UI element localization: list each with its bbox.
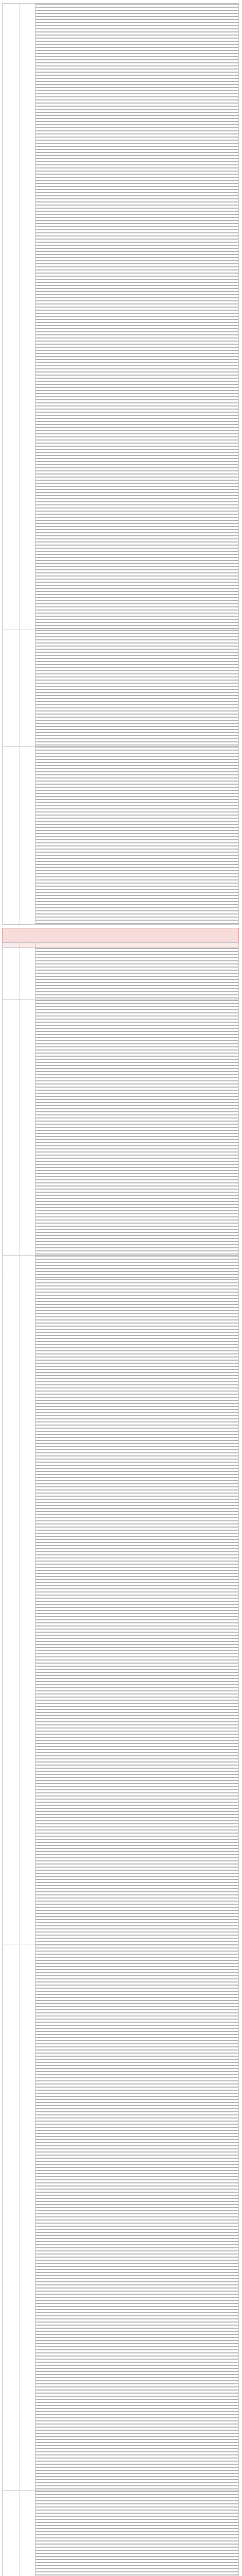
date-label (20, 630, 35, 634)
content-text-block (36, 4, 238, 630)
area-cell (3, 1000, 20, 1256)
content-cell (36, 4, 239, 630)
header-area-cell (3, 943, 20, 948)
content-cell (36, 630, 239, 747)
content-text-block (36, 2491, 238, 2576)
date-cell (20, 1000, 36, 1256)
date-label (20, 1256, 35, 1260)
date-cell (20, 2491, 36, 2576)
area-cell (3, 1256, 20, 1279)
area-cell (3, 4, 20, 630)
area-label (3, 1256, 20, 1260)
content-text-block (36, 747, 238, 924)
table-row (3, 4, 239, 630)
page (2, 3, 239, 2576)
date-label (20, 948, 35, 952)
area-cell (3, 1944, 20, 2491)
table-row (3, 1944, 239, 2491)
part-two-body (3, 943, 239, 2576)
area-label (3, 747, 20, 751)
date-cell (20, 1279, 36, 1944)
content-cell (36, 747, 239, 925)
table-header-row (3, 943, 239, 948)
area-cell (3, 630, 20, 747)
table-row (3, 1000, 239, 1256)
area-label (3, 630, 20, 634)
date-label (20, 2491, 35, 2495)
area-cell (3, 948, 20, 1000)
area-cell (3, 2491, 20, 2576)
content-text-block (36, 1256, 238, 1279)
content-text-block (36, 1279, 238, 1944)
date-label (20, 1000, 35, 1004)
table-row (3, 630, 239, 747)
table-row (3, 1279, 239, 1944)
content-cell (36, 1000, 239, 1256)
content-cell (36, 1279, 239, 1944)
header-content-cell (36, 943, 239, 948)
content-text-block (36, 1000, 238, 1255)
table-row (3, 1256, 239, 1279)
area-label (3, 1279, 20, 1283)
content-cell (36, 2491, 239, 2576)
area-cell (3, 747, 20, 925)
date-cell (20, 1944, 36, 2491)
content-cell (36, 948, 239, 1000)
content-cell (36, 1256, 239, 1279)
date-label (20, 4, 35, 8)
date-cell (20, 1256, 36, 1279)
section-banner (2, 928, 239, 942)
area-label (3, 2491, 20, 2495)
part-one-body (3, 4, 239, 925)
area-label (3, 1000, 20, 1004)
case-table-part-two (2, 942, 239, 2576)
date-cell (20, 747, 36, 925)
content-text-block (36, 948, 238, 999)
header-date-cell (20, 943, 36, 948)
area-label (3, 948, 20, 952)
table-row (3, 747, 239, 925)
date-cell (20, 948, 36, 1000)
date-label (20, 1944, 35, 1948)
area-label (3, 4, 20, 8)
date-label (20, 1279, 35, 1283)
table-row (3, 948, 239, 1000)
content-cell (36, 1944, 239, 2491)
section-banner-title (3, 928, 238, 935)
date-label (20, 747, 35, 751)
content-text-block (36, 630, 238, 746)
case-table-part-one (2, 3, 239, 925)
area-label (3, 1944, 20, 1948)
content-text-block (36, 1944, 238, 2490)
section-banner-subtitle (3, 935, 238, 938)
date-cell (20, 4, 36, 630)
date-cell (20, 630, 36, 747)
area-cell (3, 1279, 20, 1944)
table-row (3, 2491, 239, 2576)
